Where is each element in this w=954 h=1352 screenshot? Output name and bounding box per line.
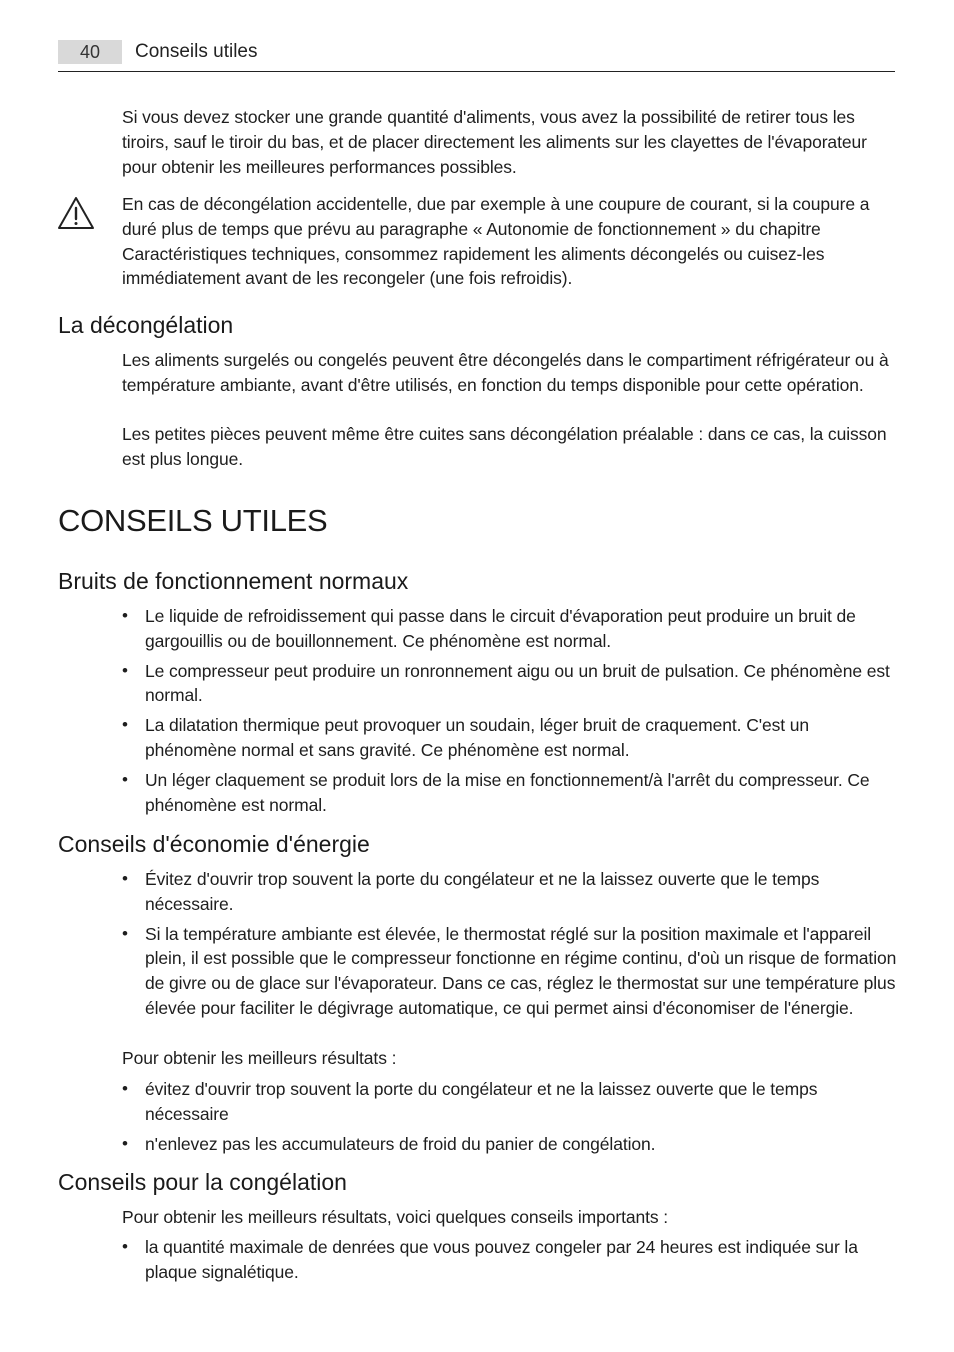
warning-text: En cas de décongélation accidentelle, due par exemple à une coupure de courant, si la coupure a duré plus de temps que prévu au paragraphe « Autonomie de fonctionnement » du chapitre Caractéristiques techniques, consommez rapidement les aliments décongelés ou cuisez-les immédiatement avant de les recongeler (une fois refroidis). (122, 194, 870, 289)
energie-list (122, 867, 898, 1026)
page-number: 40 (58, 40, 122, 64)
bruits-list (122, 604, 898, 822)
bullet: • (122, 923, 128, 943)
running-title: Conseils utiles (135, 41, 258, 62)
heading-energie: Conseils d'économie d'énergie (58, 831, 370, 857)
bullet: • (122, 869, 128, 888)
list-item: • Si la température ambiante est élevée, le thermostat réglé sur la position maximale et l'appareil plein, il est possible que le compresseur fonctionne en régime continu, d'où un risque de formation de givre ou de glace sur l'évaporateur. Dans ce cas, réglez le thermostat sur une température plus élevée pour faciliter le dégivrage automatique, ce qui permet ainsi d'économiser de l'énergie. (122, 923, 897, 1018)
heading-decongelation: La décongélation (58, 312, 234, 338)
bullet: • (122, 1237, 128, 1256)
decongelation-paragraph-2: Les petites pièces peuvent même être cuites sans décongélation préalable : dans ce cas, la cuisson est plus longue. (122, 424, 887, 469)
bullet: • (122, 1079, 128, 1098)
bullet: • (122, 769, 128, 789)
heading-congelation: Conseils pour la congélation (58, 1169, 347, 1195)
bullet: • (122, 660, 128, 680)
bullet: • (122, 1133, 128, 1153)
bullet: • (122, 606, 128, 625)
page-header (58, 40, 895, 72)
intro-paragraph: Si vous devez stocker une grande quantité d'aliments, vous avez la possibilité de retirer tous les tiroirs, sauf le tiroir du bas, et de placer directement les aliments sur les clayettes de l'évaporateur pour obtenir les meilleures performances possibles. (122, 107, 867, 177)
heading-bruits: Bruits de fonctionnement normaux (58, 568, 409, 594)
warning-triangle-icon (57, 196, 95, 230)
bullet: • (122, 715, 128, 735)
list-item: • Le compresseur peut produire un ronronnement aigu ou un bruit de pulsation. Ce phénomène est normal. (122, 660, 890, 706)
list-item: • Évitez d'ouvrir trop souvent la porte du congélateur et ne la laissez ouverte que le temps nécessaire. (122, 869, 820, 914)
energie-subtext: Pour obtenir les meilleurs résultats : (122, 1048, 397, 1068)
list-item: • n'enlevez pas les accumulateurs de froid du panier de congélation. (122, 1132, 898, 1157)
list-item: • Un léger claquement se produit lors de la mise en fonctionnement/à l'arrêt du compresseur. Ce phénomène est normal. (122, 769, 870, 815)
list-item: • Le liquide de refroidissement qui passe dans le circuit d'évaporation peut produire un bruit de gargouillis ou de bouillonnement. Ce phénomène est normal. (122, 606, 856, 651)
energie-list-2 (122, 1077, 898, 1161)
congelation-intro: Pour obtenir les meilleurs résultats, voici quelques conseils importants : (122, 1207, 669, 1227)
list-item: • la quantité maximale de denrées que vous pouvez congeler par 24 heures est indiquée sur la plaque signalétique. (122, 1237, 858, 1282)
congelation-list (122, 1235, 898, 1290)
chapter-title: CONSEILS UTILES (58, 503, 328, 538)
list-item: • évitez d'ouvrir trop souvent la porte du congélateur et ne la laissez ouverte que le temps nécessaire (122, 1079, 818, 1124)
decongelation-paragraph-1: Les aliments surgelés ou congelés peuvent être décongelés dans le compartiment réfrigérateur ou à température ambiante, avant d'être utilisés, en fonction du temps disponible pour cette opération. (122, 350, 889, 395)
list-item: • La dilatation thermique peut provoquer un soudain, léger bruit de craquement. C'est un phénomène normal et sans gravité. Ce phénomène est normal. (122, 715, 810, 760)
